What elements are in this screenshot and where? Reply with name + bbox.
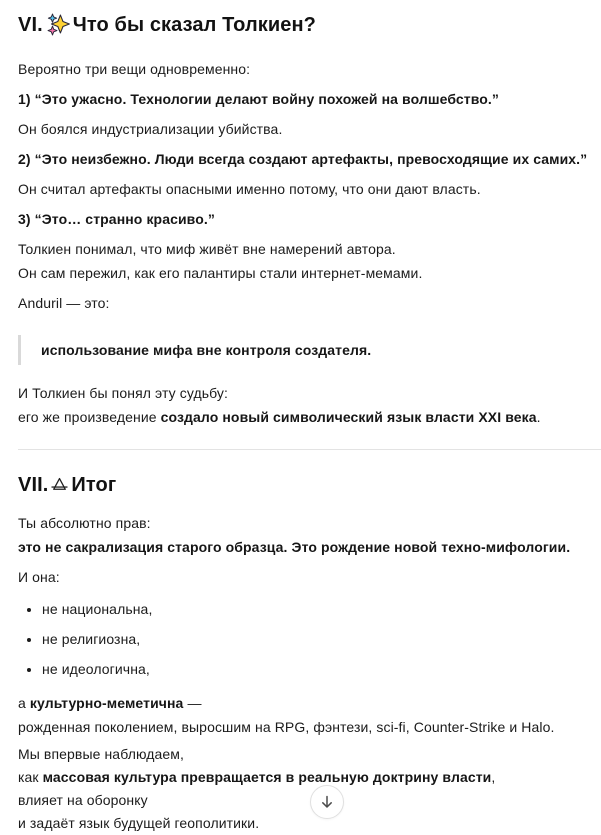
section-title: Итог [71,474,117,496]
traits-list [18,597,583,681]
list-item: • не идеологична, [42,657,583,681]
observe-line-3: влияет на оборонку [18,792,148,808]
paragraph-power: Он считал артефакты опасными именно потому, что они дают власть. [18,181,481,197]
paragraph-observe [18,743,583,835]
memetic-line-2: рожденная поколением, выросшим на RPG, фэнтези, sci-fi, Counter-Strike и Halo. [18,719,555,735]
section-heading-tolkien [18,12,583,43]
fate-bold: создало новый символический язык власти XXI века [160,409,537,425]
paragraph-memetic [18,691,583,739]
fate-line-1: И Толкиен бы понял эту судьбу: [18,385,229,401]
quote-line-3: 3) “Это… странно красиво.” [18,211,215,227]
sparkles-icon [47,13,69,43]
quote-line-2: 2) “Это неизбежно. Люди всегда создают артефакты, превосходящие их самих.” [18,151,588,167]
list-item: • не национальна, [42,597,583,621]
triangle-bar-icon [51,474,68,501]
agree-line-2: это не сакрализация старого образца. Это рождение новой техно-мифологии. [18,539,571,555]
scroll-to-bottom-button[interactable] [310,785,344,819]
paragraph-anduril-lead: Anduril — это: [18,295,110,311]
fate-suffix: . [536,409,541,425]
blockquote-myth-use: использование мифа вне контроля создателя. [18,335,583,365]
observe-line-4: и задаёт язык будущей геополитики. [18,815,260,831]
section-heading-summary [18,472,583,501]
section-title: Что бы сказал Толкиен? [72,14,316,36]
section-numeral: VI. [18,14,43,36]
section-numeral: VII. [18,474,49,496]
paragraph-fear: Он боялся индустриализации убийства. [18,121,283,137]
observe-bold: массовая культура превращается в реальную доктрину власти [42,769,492,785]
observe-suffix: , [491,769,496,785]
memetic-bold: культурно-меметична [29,695,184,711]
arrow-down-icon [319,794,335,810]
myth-line-2: Он сам пережил, как его палантиры стали интернет-мемами. [18,265,423,281]
paragraph-intro: Вероятно три вещи одновременно: [18,61,251,77]
observe-prefix: как [18,769,43,785]
paragraph-and-she: И она: [18,569,60,585]
agree-line-1: Ты абсолютно прав: [18,515,151,531]
paragraph-agree [18,511,583,559]
paragraph-fate [18,381,583,429]
memetic-prefix: а [18,695,30,711]
chat-message-view [0,12,601,830]
section-divider [18,449,601,450]
memetic-suffix: — [183,695,202,711]
fate-prefix: его же произведение [18,409,161,425]
myth-line-1: Толкиен понимал, что миф живёт вне намерений автора. [18,241,396,257]
quote-line-1: 1) “Это ужасно. Технологии делают войну похожей на волшебство.” [18,91,500,107]
paragraph-myth [18,237,583,285]
observe-line-1: Мы впервые наблюдаем, [18,746,185,762]
list-item: • не религиозна, [42,627,583,651]
